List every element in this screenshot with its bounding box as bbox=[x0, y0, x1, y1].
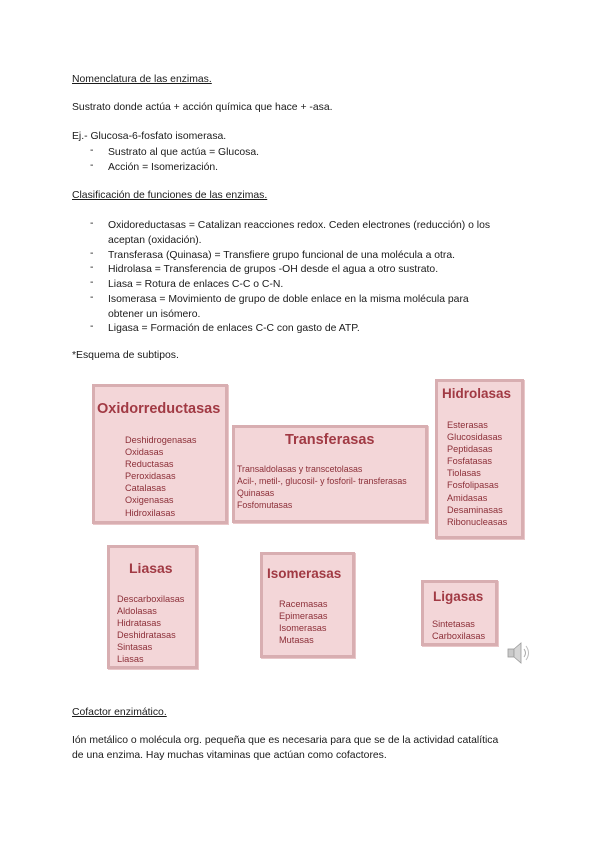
box-oxidorreductasas bbox=[92, 384, 228, 524]
box-liasas bbox=[107, 545, 198, 669]
box-list: Esterasas Glucosidasas Peptidasas Fosfatasas Tiolasas Fosfolipasas Amidasas Desaminasas Ribonucleasas bbox=[447, 420, 508, 527]
box-transferasas bbox=[232, 425, 428, 523]
box-title: Liasas bbox=[129, 560, 173, 576]
heading-cofactor: Cofactor enzimático. bbox=[72, 707, 167, 718]
example-line: Ej.- Glucosa-6-fosfato isomerasa. bbox=[72, 131, 227, 142]
box-ligasas bbox=[421, 580, 498, 646]
heading-clasificacion: Clasificación de funciones de las enzimas. bbox=[72, 190, 268, 201]
cofactor-text-line2: de una enzima. Hay muchas vitaminas que actúan como cofactores. bbox=[72, 750, 387, 761]
box-hidrolasas bbox=[435, 379, 524, 539]
scheme-note: *Esquema de subtipos. bbox=[72, 350, 179, 361]
heading-nomenclatura: Nomenclatura de las enzimas. bbox=[72, 74, 212, 85]
box-list: Transaldolasas y transcetolasas Acil-, metil-, glucosil- y fosforil- transferasas Quinasas Fosfomutasas bbox=[237, 464, 407, 511]
cofactor-text-line1: Ión metálico o molécula org. pequeña que es necesaria para que se de la actividad catalítica bbox=[72, 735, 499, 746]
box-title: Isomerasas bbox=[267, 566, 342, 581]
nomenclature-rule: Sustrato donde actúa + acción química que hace + -asa. bbox=[72, 102, 333, 113]
box-title: Oxidorreductasas bbox=[97, 401, 221, 417]
box-list: Descarboxilasas Aldolasas Hidratasas Deshidratasas Sintasas Liasas bbox=[117, 594, 185, 665]
box-list: Sintetasas Carboxilasas bbox=[432, 619, 486, 642]
box-title: Transferasas bbox=[285, 432, 375, 448]
box-isomerasas bbox=[260, 552, 355, 658]
speaker-icon[interactable] bbox=[506, 640, 530, 666]
box-list: Racemasas Epimerasas Isomerasas Mutasas bbox=[279, 599, 328, 646]
box-title: Hidrolasas bbox=[442, 386, 512, 401]
box-title: Ligasas bbox=[433, 589, 484, 604]
box-list: Deshidrogenasas Oxidasas Reductasas Peroxidasas Catalasas Oxigenasas Hidroxilasas bbox=[125, 435, 197, 518]
